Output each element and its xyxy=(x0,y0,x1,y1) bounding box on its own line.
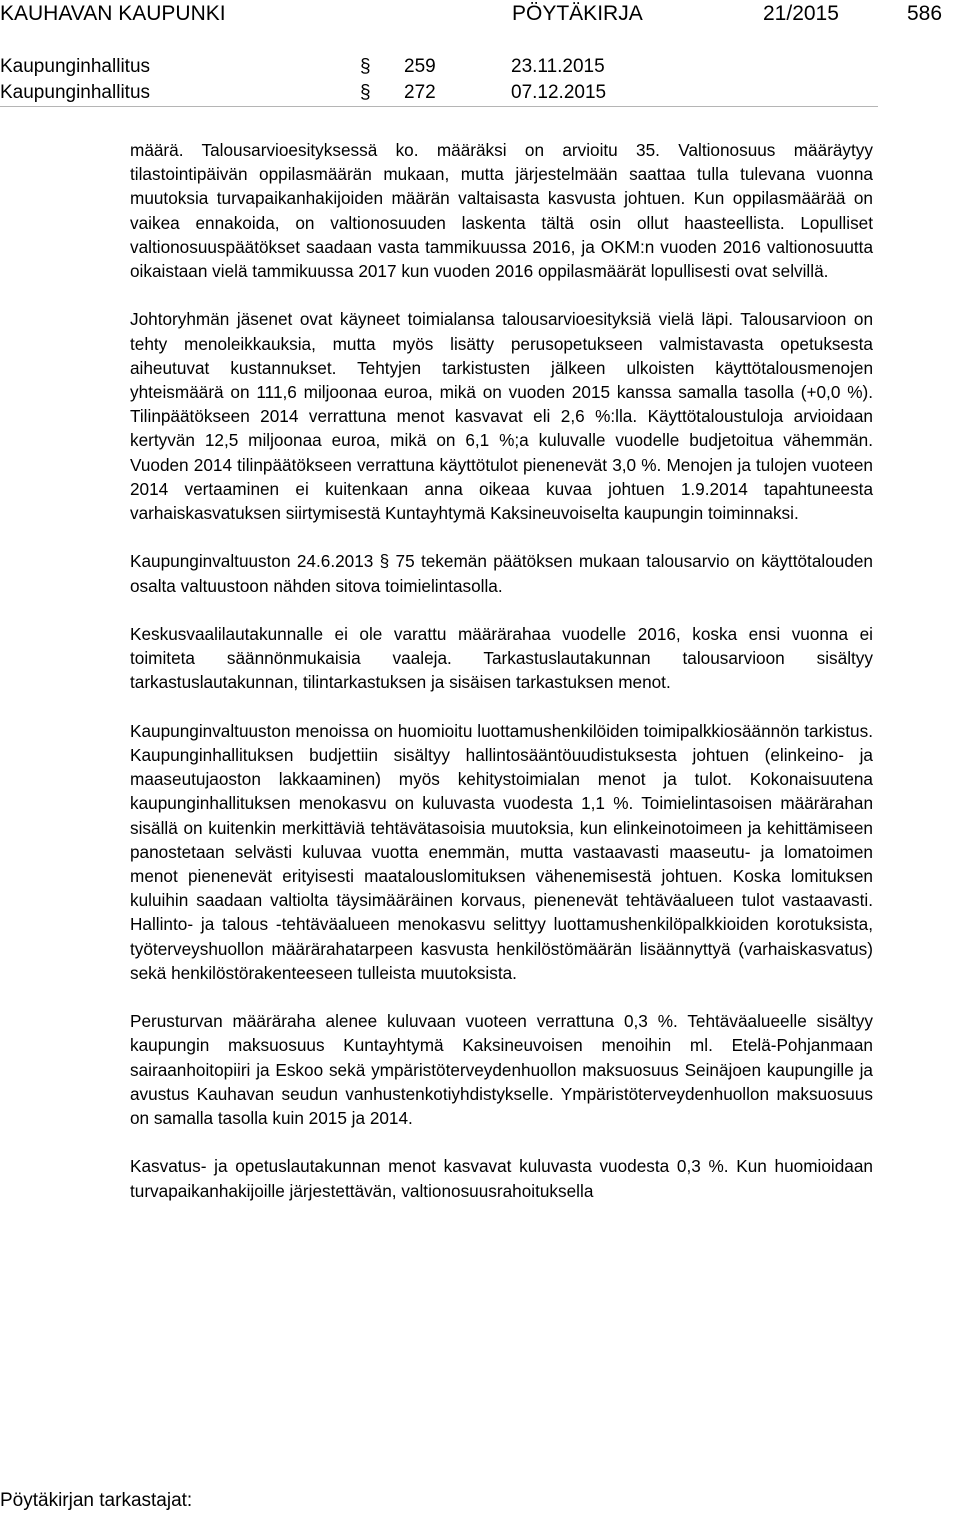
section-number: 272 xyxy=(404,82,436,103)
paragraph: Kasvatus- ja opetuslautakunnan menot kasvavat kuluvasta vuodesta 0,3 %. Kun huomioidaan turvapaikanhakijoille järjestettävän, valtionosuusrahoituksella xyxy=(130,1156,873,1201)
paragraph: Perusturvan määräraha alenee kuluvaan vuoteen verrattuna 0,3 %. Tehtäväalueelle sisältyy kaupungin maksuosuus Kuntayhtymä Kaksineuvoisen menoihin ml. Etelä-Pohjanmaan sairaanhoitopiiri ja Eskoo sekä ympäristöterveydenhuollon maksuosuus Seinäjoen kaupungille ja avustus Kauhavan seudun vanhustenkotiyhdistykselle. Ympäristöterveydenhuollon maksuosuus on samalla tasolla kuin 2015 ja 2014. xyxy=(130,1011,873,1129)
header-divider xyxy=(0,106,878,107)
paragraph: Kaupunginvaltuuston menoissa on huomioitu luottamushenkilöiden toimipalkkiosäännön tarkistus. Kaupunginhallituksen budjettiin sisältyy hallintosääntöuudistuksesta johtuen (elinkeino- ja maaseutujaoston lakkaaminen) myös kehitystoimialan menot ja tulot. Kokonaisuutena kaupunginhallituksen menokasvu on kuluvasta vuodesta 1,1 %. Toimielintasoisen määrärahan sisällä on kuitenkin merkittäviä tehtävätasoisia muutoksia, kun elinkeinotoimeen ja kehittämiseen panostetaan selvästi kuluvaa vuotta enemmän, mutta vastaavasti maaseutu- ja lomatoimen menot pienenevät erityisesti maatalouslomituksen vähenemisestä johtuen. Koska lomituksen kuluihin saadaan valtiolta täysimääräinen korvaus, pienenevät tehtäväalueen tulot vastaavasti. Hallinto- ja talous -tehtäväalueen menokasvu selittyy luottamushenkilöpalkkioiden korotuksista, työterveyshuollon määrärahatarpeen kasvusta henkilöstömäärän lisäännyttyä (varhaiskasvatus) sekä henkilöstörakenteeseen tulleista muutoksista. xyxy=(130,720,873,983)
paragraph: Kaupunginvaltuuston 24.6.2013 § 75 tekemän päätöksen mukaan talousarvio on käyttötalouden osalta valtuustoon nähden sitova toimielintasolla. xyxy=(130,551,873,596)
organization-name: KAUHAVAN KAUPUNKI xyxy=(0,2,226,25)
meeting-body: Kaupunginhallitus xyxy=(0,56,151,77)
document-type: PÖYTÄKIRJA xyxy=(512,2,643,25)
section-number: 259 xyxy=(404,56,436,77)
section-symbol: § xyxy=(360,82,371,103)
paragraph: Johtoryhmän jäsenet ovat käyneet toimialansa talousarvioesityksiä vielä läpi. Talousarvioon on tehty menoleikkauksia, mutta myös lisätty perusopetukseen valmistavasta opetuksesta aiheutuvat kustannukset. Tehtyjen tarkistusten jälkeen ulkoisten käyttötalousmenojen yhteismäärä on 111,6 miljoonaa euroa, mikä on vuoden 2015 kanssa samalla tasolla (+0,0 %). Tilinpäätökseen 2014 verrattuna menot kasvavat eli 2,6 %:lla. Käyttötaloustuloja arvioidaan kertyvän 12,5 miljoonaa euroa, mikä on 6,1 %;a kuluvalle vuodelle budjetoitua vähemmän. Vuoden 2014 tilinpäätökseen verrattuna käyttötulot pienenevät 3,0 %. Menojen ja tulojen vuoteen 2014 vertaaminen ei kuitenkaan anna oikeaa kuvaa johtuen 1.9.2014 tapahtuneesta varhaiskasvatuksen siirtymisestä Kuntayhtymä Kaksineuvoiselta kaupungin toiminnaksi. xyxy=(130,309,873,524)
meeting-body: Kaupunginhallitus xyxy=(0,82,151,103)
meeting-date: 23.11.2015 xyxy=(511,56,605,77)
document-body xyxy=(130,138,873,1227)
page-number: 586 xyxy=(907,2,943,25)
paragraph: määrä. Talousarvioesityksessä ko. määräksi on arvioitu 35. Valtionosuus määräytyy tilastointipäivän oppilasmäärän mukaan, mutta järjestelmään saattaa tulla tulevana vuonna muutoksia turvapaikanhakijoiden määrän valtaisasta kasvusta johtuen. Kun oppilasmäärää on vaikea ennakoida, on valtionosuuden laskenta tältä osin ollut haasteellista. Lopulliset valtionosuuspäätökset saadaan vasta tammikuussa 2016, ja OKM:n vuoden 2016 valtionosuutta oikaistaan vielä tammikuussa 2017 kun vuoden 2016 oppilasmäärät lopullisesti ovat selvillä. xyxy=(130,140,873,282)
meeting-date: 07.12.2015 xyxy=(511,82,607,103)
paragraph: Keskusvaalilautakunnalle ei ole varattu määrärahaa vuodelle 2016, koska ensi vuonna ei toimiteta säännönmukaisia vaaleja. Tarkastuslautakunnan talousarvioon sisältyy tarkastuslautakunnan, tilintarkastuksen ja sisäisen tarkastuksen menot. xyxy=(130,624,873,693)
footer-inspectors-label: Pöytäkirjan tarkastajat: xyxy=(0,1490,193,1511)
section-symbol: § xyxy=(360,56,371,77)
issue-number: 21/2015 xyxy=(763,2,839,25)
